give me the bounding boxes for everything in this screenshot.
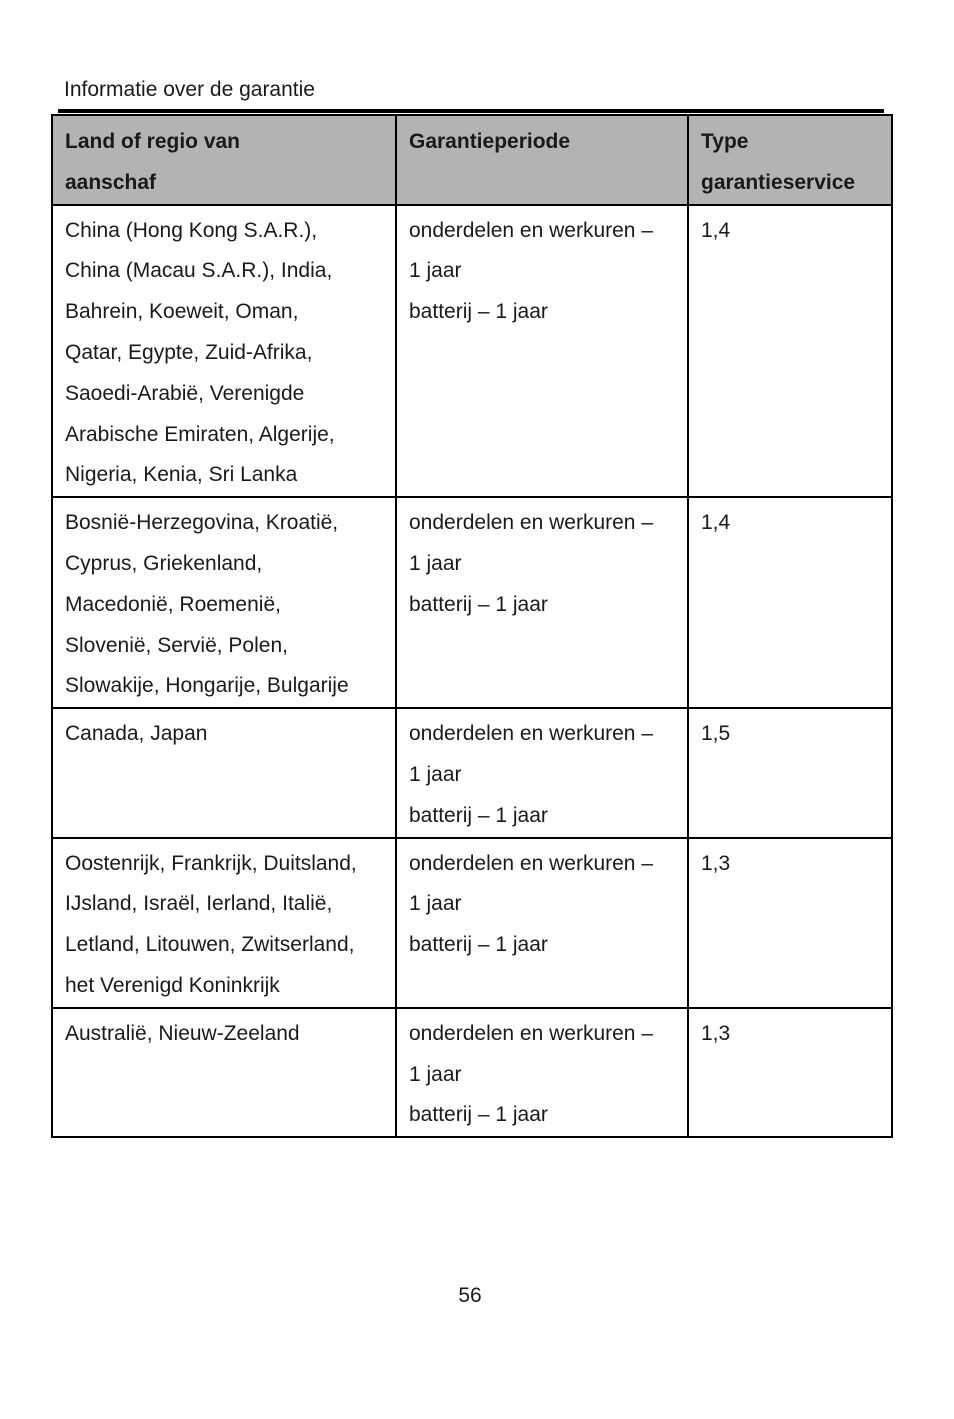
- page-title: Informatie over de garantie: [64, 78, 315, 101]
- region-cell: [52, 708, 396, 837]
- cell-line: China (Hong Kong S.A.R.),: [65, 218, 318, 242]
- table-row: [52, 838, 892, 1008]
- warranty-period-cell: [396, 497, 688, 708]
- table-row: [52, 497, 892, 708]
- warranty-period-cell: [396, 1008, 688, 1137]
- service-type-value: 1,3: [701, 851, 731, 875]
- region-cell: [52, 1008, 396, 1137]
- table-header-row: [52, 115, 892, 205]
- header-line: Type: [701, 130, 749, 153]
- header-line: Garantieperiode: [409, 130, 571, 153]
- cell-line: Bahrein, Koeweit, Oman,: [65, 300, 299, 324]
- service-type-value: 1,4: [701, 218, 731, 242]
- service-type-cell: [688, 205, 892, 498]
- cell-line: 1 jaar: [409, 892, 462, 916]
- cell-line: batterij – 1 jaar: [409, 933, 548, 957]
- cell-line: Oostenrijk, Frankrijk, Duitsland,: [65, 851, 357, 875]
- warranty-period-cell: [396, 205, 688, 498]
- cell-line: Arabische Emiraten, Algerije,: [65, 422, 335, 446]
- service-type-cell: [688, 497, 892, 708]
- cell-line: Saoedi-Arabië, Verenigde: [65, 381, 305, 405]
- cell-line: 1 jaar: [409, 551, 462, 575]
- service-type-cell: [688, 838, 892, 1008]
- service-type-cell: [688, 1008, 892, 1137]
- cell-line: Macedonië, Roemenië,: [65, 592, 281, 616]
- service-type-value: 1,5: [701, 722, 731, 746]
- service-type-value: 1,3: [701, 1021, 731, 1045]
- cell-line: Slowakije, Hongarije, Bulgarije: [65, 674, 349, 698]
- service-type-value: 1,4: [701, 511, 731, 535]
- cell-line: batterij – 1 jaar: [409, 1103, 548, 1127]
- region-cell: [52, 497, 396, 708]
- cell-line: Letland, Litouwen, Zwitserland,: [65, 933, 355, 957]
- cell-line: Nigeria, Kenia, Sri Lanka: [65, 463, 298, 487]
- cell-line: het Verenigd Koninkrijk: [65, 973, 280, 997]
- cell-line: Australië, Nieuw-Zeeland: [65, 1021, 300, 1045]
- cell-line: 1 jaar: [409, 1062, 462, 1086]
- cell-line: batterij – 1 jaar: [409, 803, 548, 827]
- cell-line: Qatar, Egypte, Zuid-Afrika,: [65, 340, 313, 364]
- warranty-period-cell: [396, 708, 688, 837]
- cell-line: IJsland, Israël, Ierland, Italië,: [65, 892, 333, 916]
- cell-line: batterij – 1 jaar: [409, 300, 548, 324]
- region-cell: [52, 838, 396, 1008]
- service-type-cell: [688, 708, 892, 837]
- table-row: [52, 205, 892, 498]
- column-header-period: [396, 115, 688, 205]
- page-number: 56: [458, 1284, 482, 1307]
- column-header-service-type: [688, 115, 892, 205]
- warranty-period-cell: [396, 838, 688, 1008]
- header-line: garantieservice: [701, 170, 856, 194]
- cell-line: Cyprus, Griekenland,: [65, 551, 263, 575]
- header-line: Land of regio van: [65, 130, 241, 153]
- cell-line: onderdelen en werkuren –: [409, 851, 654, 875]
- cell-line: China (Macau S.A.R.), India,: [65, 259, 333, 283]
- cell-line: 1 jaar: [409, 259, 462, 283]
- table-row: [52, 1008, 892, 1137]
- region-cell: [52, 205, 396, 498]
- header-line: aanschaf: [65, 170, 157, 194]
- cell-line: 1 jaar: [409, 762, 462, 786]
- table-row: [52, 708, 892, 837]
- cell-line: Bosnië-Herzegovina, Kroatië,: [65, 511, 339, 535]
- cell-line: Canada, Japan: [65, 722, 208, 746]
- cell-line: onderdelen en werkuren –: [409, 722, 654, 746]
- cell-line: Slovenië, Servië, Polen,: [65, 633, 288, 657]
- warranty-table: [51, 114, 893, 1138]
- cell-line: onderdelen en werkuren –: [409, 1021, 654, 1045]
- column-header-region: [52, 115, 396, 205]
- cell-line: onderdelen en werkuren –: [409, 218, 654, 242]
- cell-line: onderdelen en werkuren –: [409, 511, 654, 535]
- header-rule: [58, 109, 884, 113]
- cell-line: batterij – 1 jaar: [409, 592, 548, 616]
